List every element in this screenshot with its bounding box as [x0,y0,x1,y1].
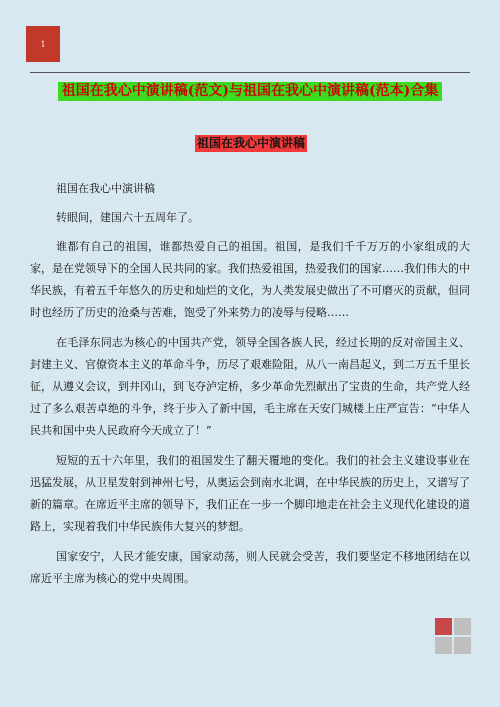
corner-square-gray [454,637,471,654]
paragraph-heading: 祖国在我心中演讲稿 [56,182,155,195]
page-number-badge [26,26,60,62]
paragraph: 在毛泽东同志为核心的中国共产党，领导全国各族人民，经过长期的反对帝国主义、封建主义、官僚资本主义的革命斗争，历尽了艰难险阻，从八一南昌起义，到二万五千里长征，从遵义会议，到井冈山，到飞夺泸定桥，多少革命先烈献出了宝贵的生命，共产党人经过了多么艰苦卓绝的斗争，终于步入了新中国，毛主席在天安门城楼上庄严宣告：“中华人民共和国中央人民政府今天成立了！” [30,336,470,437]
corner-square-gray [454,618,471,635]
paragraph: 转眼间，建国六十五周年了。 [56,211,199,224]
section-title: 祖国在我心中演讲稿 [196,136,305,150]
page-number: 1 [40,39,46,49]
header-divider [30,72,470,73]
document-body [30,178,470,598]
corner-square-red [435,618,452,635]
paragraph: 短短的五十六年里，我们的祖国发生了翻天覆地的变化。我们的社会主义建设事业在迅猛发展，从卫星发射到神州七号，从奥运会到南水北调，在中华民族的历史上，又谱写了新的篇章。在席近平主席的领导下，我们正在一步一个脚印地走在社会主义现代化建设的道路上，实现着我们中华民族伟大复兴的梦想。 [30,454,470,533]
paragraph: 国家安宁，人民才能安康，国家动荡，则人民就会受苦，我们要坚定不移地团结在以席近平主席为核心的党中央周围。 [30,550,470,585]
paragraph: 谁都有自己的祖国，谁都热爱自己的祖国。祖国，是我们千千万万的小家组成的大家，是在党领导下的全国人民共同的家。我们热爱祖国，热爱我们的国家……我们伟大的中华民族，有着五千年悠久的历史和灿烂的文化，为人类发展史做出了不可磨灭的贡献，但同时也经历了历史的沧桑与苦难，饱受了外来势力的凌辱与侵略…… [30,240,470,319]
corner-decoration [435,618,471,654]
document-title: 祖国在我心中演讲稿(范文)与祖国在我心中演讲稿(范本)合集 [58,82,442,101]
corner-square-gray [435,637,452,654]
